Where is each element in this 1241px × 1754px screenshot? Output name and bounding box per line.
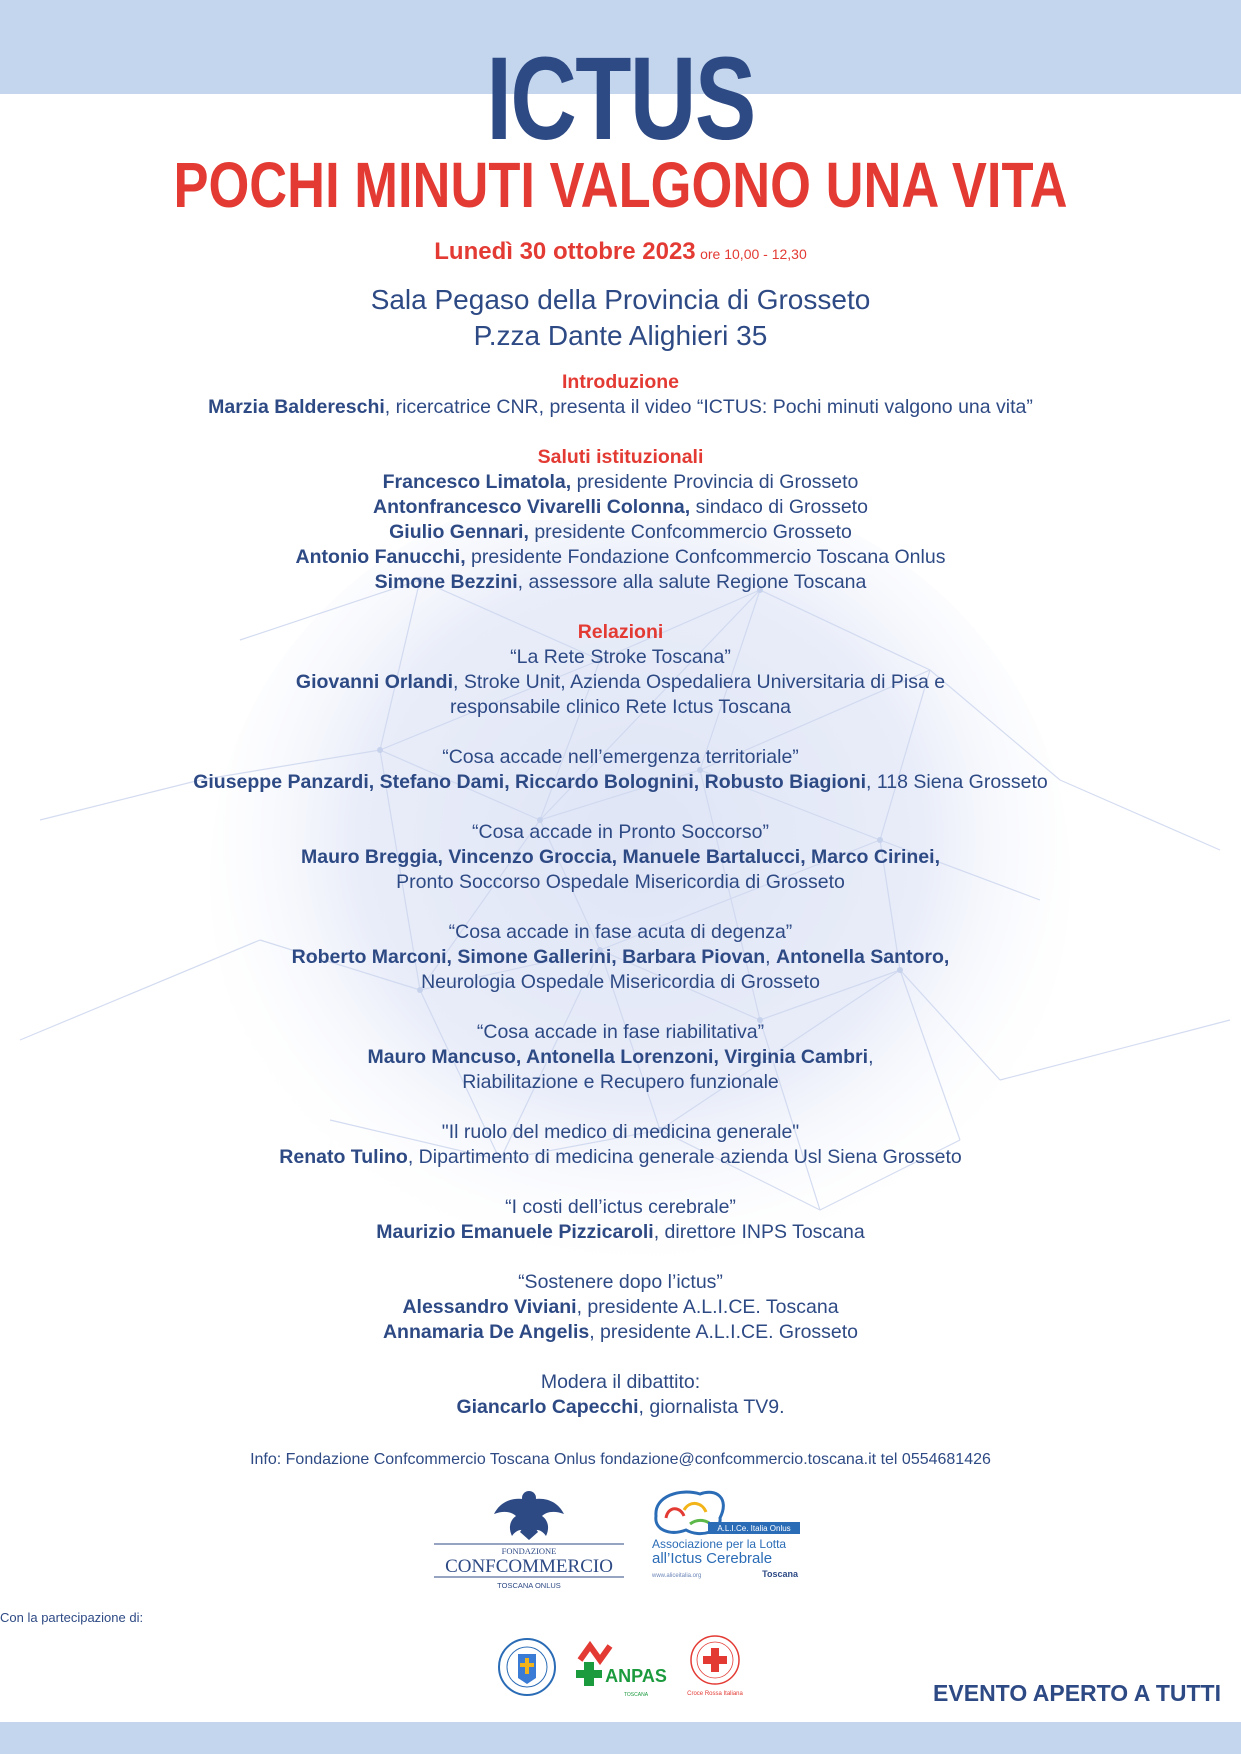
open-event-label: EVENTO APERTO A TUTTI <box>933 1680 1221 1706</box>
svg-text:TOSCANA ONLUS: TOSCANA ONLUS <box>497 1581 561 1590</box>
talk-title: "Il ruolo del medico di medicina generale" <box>441 1121 800 1143</box>
svg-text:TOSCANA: TOSCANA <box>623 1692 649 1698</box>
confcommercio-logo <box>432 1486 626 1590</box>
program-line: Marzia Baldereschi, ricercatrice CNR, presenta il video “ICTUS: Pochi minuti valgono una vita” <box>208 396 1033 418</box>
program-line: Annamaria De Angelis, presidente A.L.I.CE. Grosseto <box>382 1321 859 1343</box>
section-title-saluti: Saluti istituzionali <box>537 446 704 468</box>
program-line: Antonio Fanucchi, presidente Fondazione Confcommercio Toscana Onlus <box>295 546 946 568</box>
talk-title: “Cosa accade in fase riabilitativa” <box>476 1021 765 1043</box>
section-title-relazioni: Relazioni <box>577 621 664 643</box>
talk-title: “Sostenere dopo l’ictus” <box>518 1271 723 1293</box>
venue <box>0 282 1241 354</box>
svg-text:Toscana: Toscana <box>762 1569 798 1579</box>
program-line: Alessandro Viviani, presidente A.L.I.CE. Toscana <box>402 1296 839 1318</box>
svg-text:ANPAS: ANPAS <box>605 1666 667 1686</box>
program-line: Simone Bezzini, assessore alla salute Regione Toscana <box>374 571 867 593</box>
svg-text:Associazione per la Lotta: Associazione per la Lotta <box>652 1537 787 1551</box>
anpas-logo <box>570 1632 670 1702</box>
program-line: Pronto Soccorso Ospedale Misericordia di Grosseto <box>396 871 845 893</box>
svg-text:FONDAZIONE: FONDAZIONE <box>501 1546 557 1556</box>
partnership-label: Con la partecipazione di: <box>0 1610 144 1625</box>
program-line: Roberto Marconi, Simone Gallerini, Barbara Piovan, Antonella Santoro, <box>291 946 950 968</box>
alice-logo <box>650 1488 802 1588</box>
program-line: Mauro Mancuso, Antonella Lorenzoni, Virginia Cambri, <box>367 1046 874 1068</box>
program-line: Mauro Breggia, Vincenzo Groccia, Manuele Bartalucci, Marco Cirinei, <box>301 846 940 868</box>
program-line: Maurizio Emanuele Pizzicaroli, direttore INPS Toscana <box>376 1221 865 1243</box>
moderator-label: Modera il dibattito: <box>540 1371 701 1393</box>
svg-text:www.aliceitalia.org: www.aliceitalia.org <box>652 1573 702 1579</box>
venue-address: P.zza Dante Alighieri 35 <box>473 320 768 351</box>
time-text: ore 10,00 - 12,30 <box>700 246 807 262</box>
svg-text:all’Ictus Cerebrale: all’Ictus Cerebrale <box>652 1550 773 1567</box>
svg-text:CONFCOMMERCIO: CONFCOMMERCIO <box>445 1556 613 1577</box>
poster-title: ICTUS <box>486 33 755 165</box>
program-line: Giancarlo Capecchi, giornalista TV9. <box>456 1396 785 1418</box>
svg-text:Croce Rossa Italiana: Croce Rossa Italiana <box>687 1691 743 1697</box>
program-line: Francesco Limatola, presidente Provincia di Grosseto <box>382 471 859 493</box>
program <box>0 370 1241 1420</box>
talk-title: “La Rete Stroke Toscana” <box>510 646 731 668</box>
program-line: Antonfrancesco Vivarelli Colonna, sindaco di Grosseto <box>373 496 868 518</box>
section-title-introduzione: Introduzione <box>562 371 679 393</box>
talk-title: “I costi dell’ictus cerebrale” <box>505 1196 736 1218</box>
program-line: responsabile clinico Rete Ictus Toscana <box>449 696 792 718</box>
program-line: Giovanni Orlandi, Stroke Unit, Azienda Ospedaliera Universitaria di Pisa e <box>295 671 946 693</box>
talk-title: “Cosa accade nell’emergenza territoriale” <box>442 746 799 768</box>
svg-text:A.L.I.Ce. Italia Onlus: A.L.I.Ce. Italia Onlus <box>717 1524 791 1533</box>
date-text: Lunedì 30 ottobre 2023 <box>434 238 696 265</box>
poster-subtitle: POCHI MINUTI VALGONO UNA VITA <box>173 149 1068 221</box>
program-line: Giulio Gennari, presidente Confcommercio Grosseto <box>389 521 852 543</box>
talk-title: “Cosa accade in fase acuta di degenza” <box>448 921 793 943</box>
contact-info: Info: Fondazione Confcommercio Toscana Onlus fondazione@confcommercio.toscana.it tel 0554681426 <box>250 1451 991 1468</box>
program-line: Neurologia Ospedale Misericordia di Grosseto <box>421 971 820 993</box>
program-line: Giuseppe Panzardi, Stefano Dami, Riccardo Bolognini, Robusto Biagioni, 118 Siena Grosseto <box>193 771 1048 793</box>
event-date <box>0 238 1241 266</box>
bottom-band <box>0 1722 1241 1754</box>
program-line: Renato Tulino, Dipartimento di medicina generale azienda Usl Siena Grosseto <box>279 1146 962 1168</box>
misericordie-seal-logo <box>496 1632 558 1702</box>
eagle-icon <box>494 1491 564 1540</box>
talk-title: “Cosa accade in Pronto Soccorso” <box>472 821 769 843</box>
croce-rossa-logo <box>680 1632 750 1702</box>
program-line: Riabilitazione e Recupero funzionale <box>462 1071 779 1093</box>
venue-name: Sala Pegaso della Provincia di Grosseto <box>370 284 871 315</box>
